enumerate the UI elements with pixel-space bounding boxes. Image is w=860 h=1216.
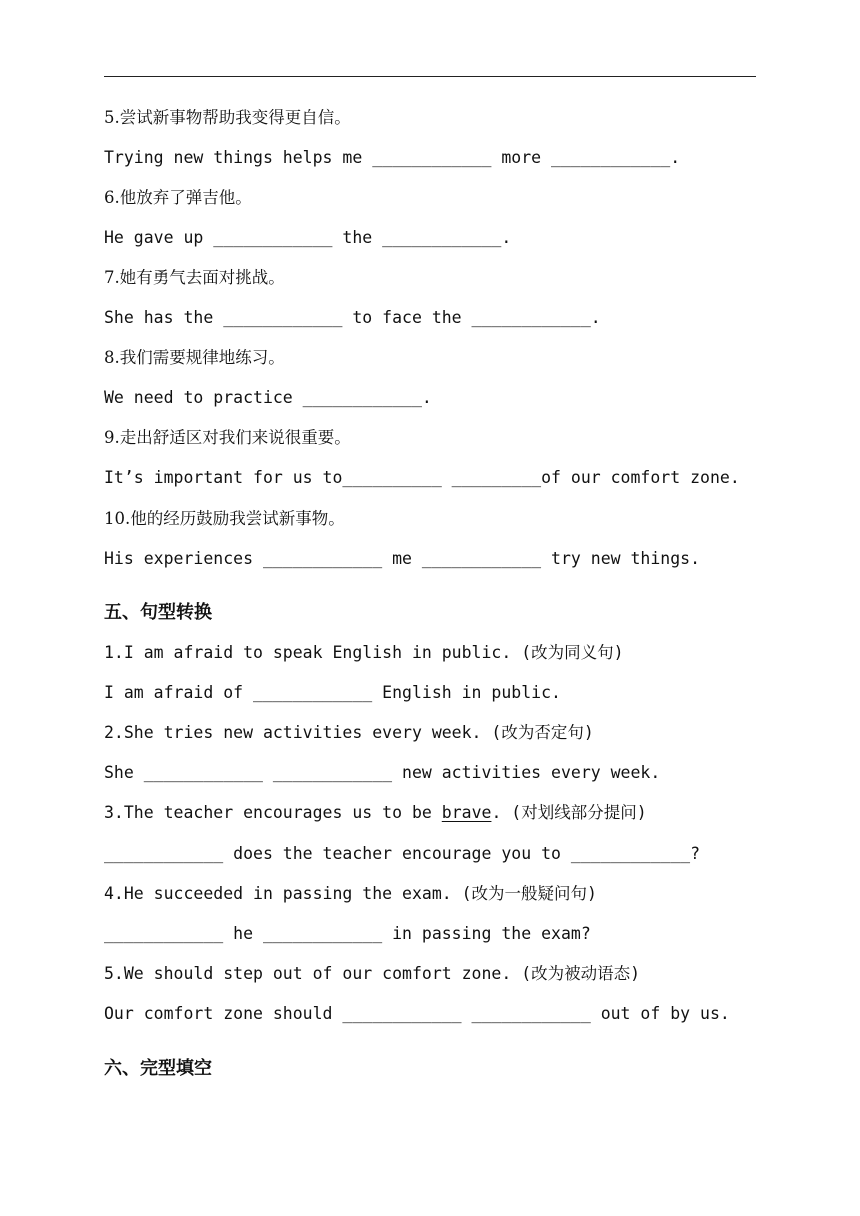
item-8-chinese: 8.我们需要规律地练习。 [104, 348, 285, 367]
item-7-english: She has the ____________ to face the ____________. [104, 308, 601, 327]
transform-2-answer: She ____________ ____________ new activities every week. [104, 763, 661, 782]
item-6-chinese: 6.他放弃了弹吉他。 [104, 188, 252, 207]
transform-4-question: 4.He succeeded in passing the exam. (改为一般疑问句) [104, 884, 597, 903]
item-9-english: It’s important for us to__________ _________of our comfort zone. [104, 468, 740, 487]
item-7-chinese: 7.她有勇气去面对挑战。 [104, 268, 285, 287]
top-rule [104, 76, 756, 77]
transform-2-question: 2.She tries new activities every week. (改为否定句) [104, 723, 594, 742]
underlined-word: brave [441, 803, 492, 822]
transform-3-question [104, 802, 647, 824]
transform-1-question: 1.I am afraid to speak English in public. (改为同义句) [104, 643, 624, 662]
section-5-heading: 五、句型转换 [104, 602, 212, 623]
transform-3-answer: ____________ does the teacher encourage you to ____________? [104, 844, 701, 863]
item-10-chinese: 10.他的经历鼓励我尝试新事物。 [104, 509, 345, 528]
transform-3-question-end: . (对划线部分提问) [491, 803, 647, 822]
item-9-chinese: 9.走出舒适区对我们来说很重要。 [104, 428, 351, 447]
item-10-english: His experiences ____________ me ____________ try new things. [104, 549, 701, 568]
transform-5-question: 5.We should step out of our comfort zone. (改为被动语态) [104, 964, 641, 983]
item-5-chinese: 5.尝试新事物帮助我变得更自信。 [104, 108, 351, 127]
transform-3-question-start: 3.The teacher encourages us to be [104, 803, 442, 822]
item-5-english: Trying new things helps me ____________ more ____________. [104, 148, 681, 167]
item-8-english: We need to practice ____________. [104, 388, 432, 407]
item-6-english: He gave up ____________ the ____________. [104, 228, 512, 247]
section-6-heading: 六、完型填空 [104, 1058, 212, 1079]
transform-4-answer: ____________ he ____________ in passing the exam? [104, 924, 591, 943]
transform-5-answer: Our comfort zone should ____________ ____________ out of by us. [104, 1004, 730, 1023]
transform-1-answer: I am afraid of ____________ English in public. [104, 683, 561, 702]
